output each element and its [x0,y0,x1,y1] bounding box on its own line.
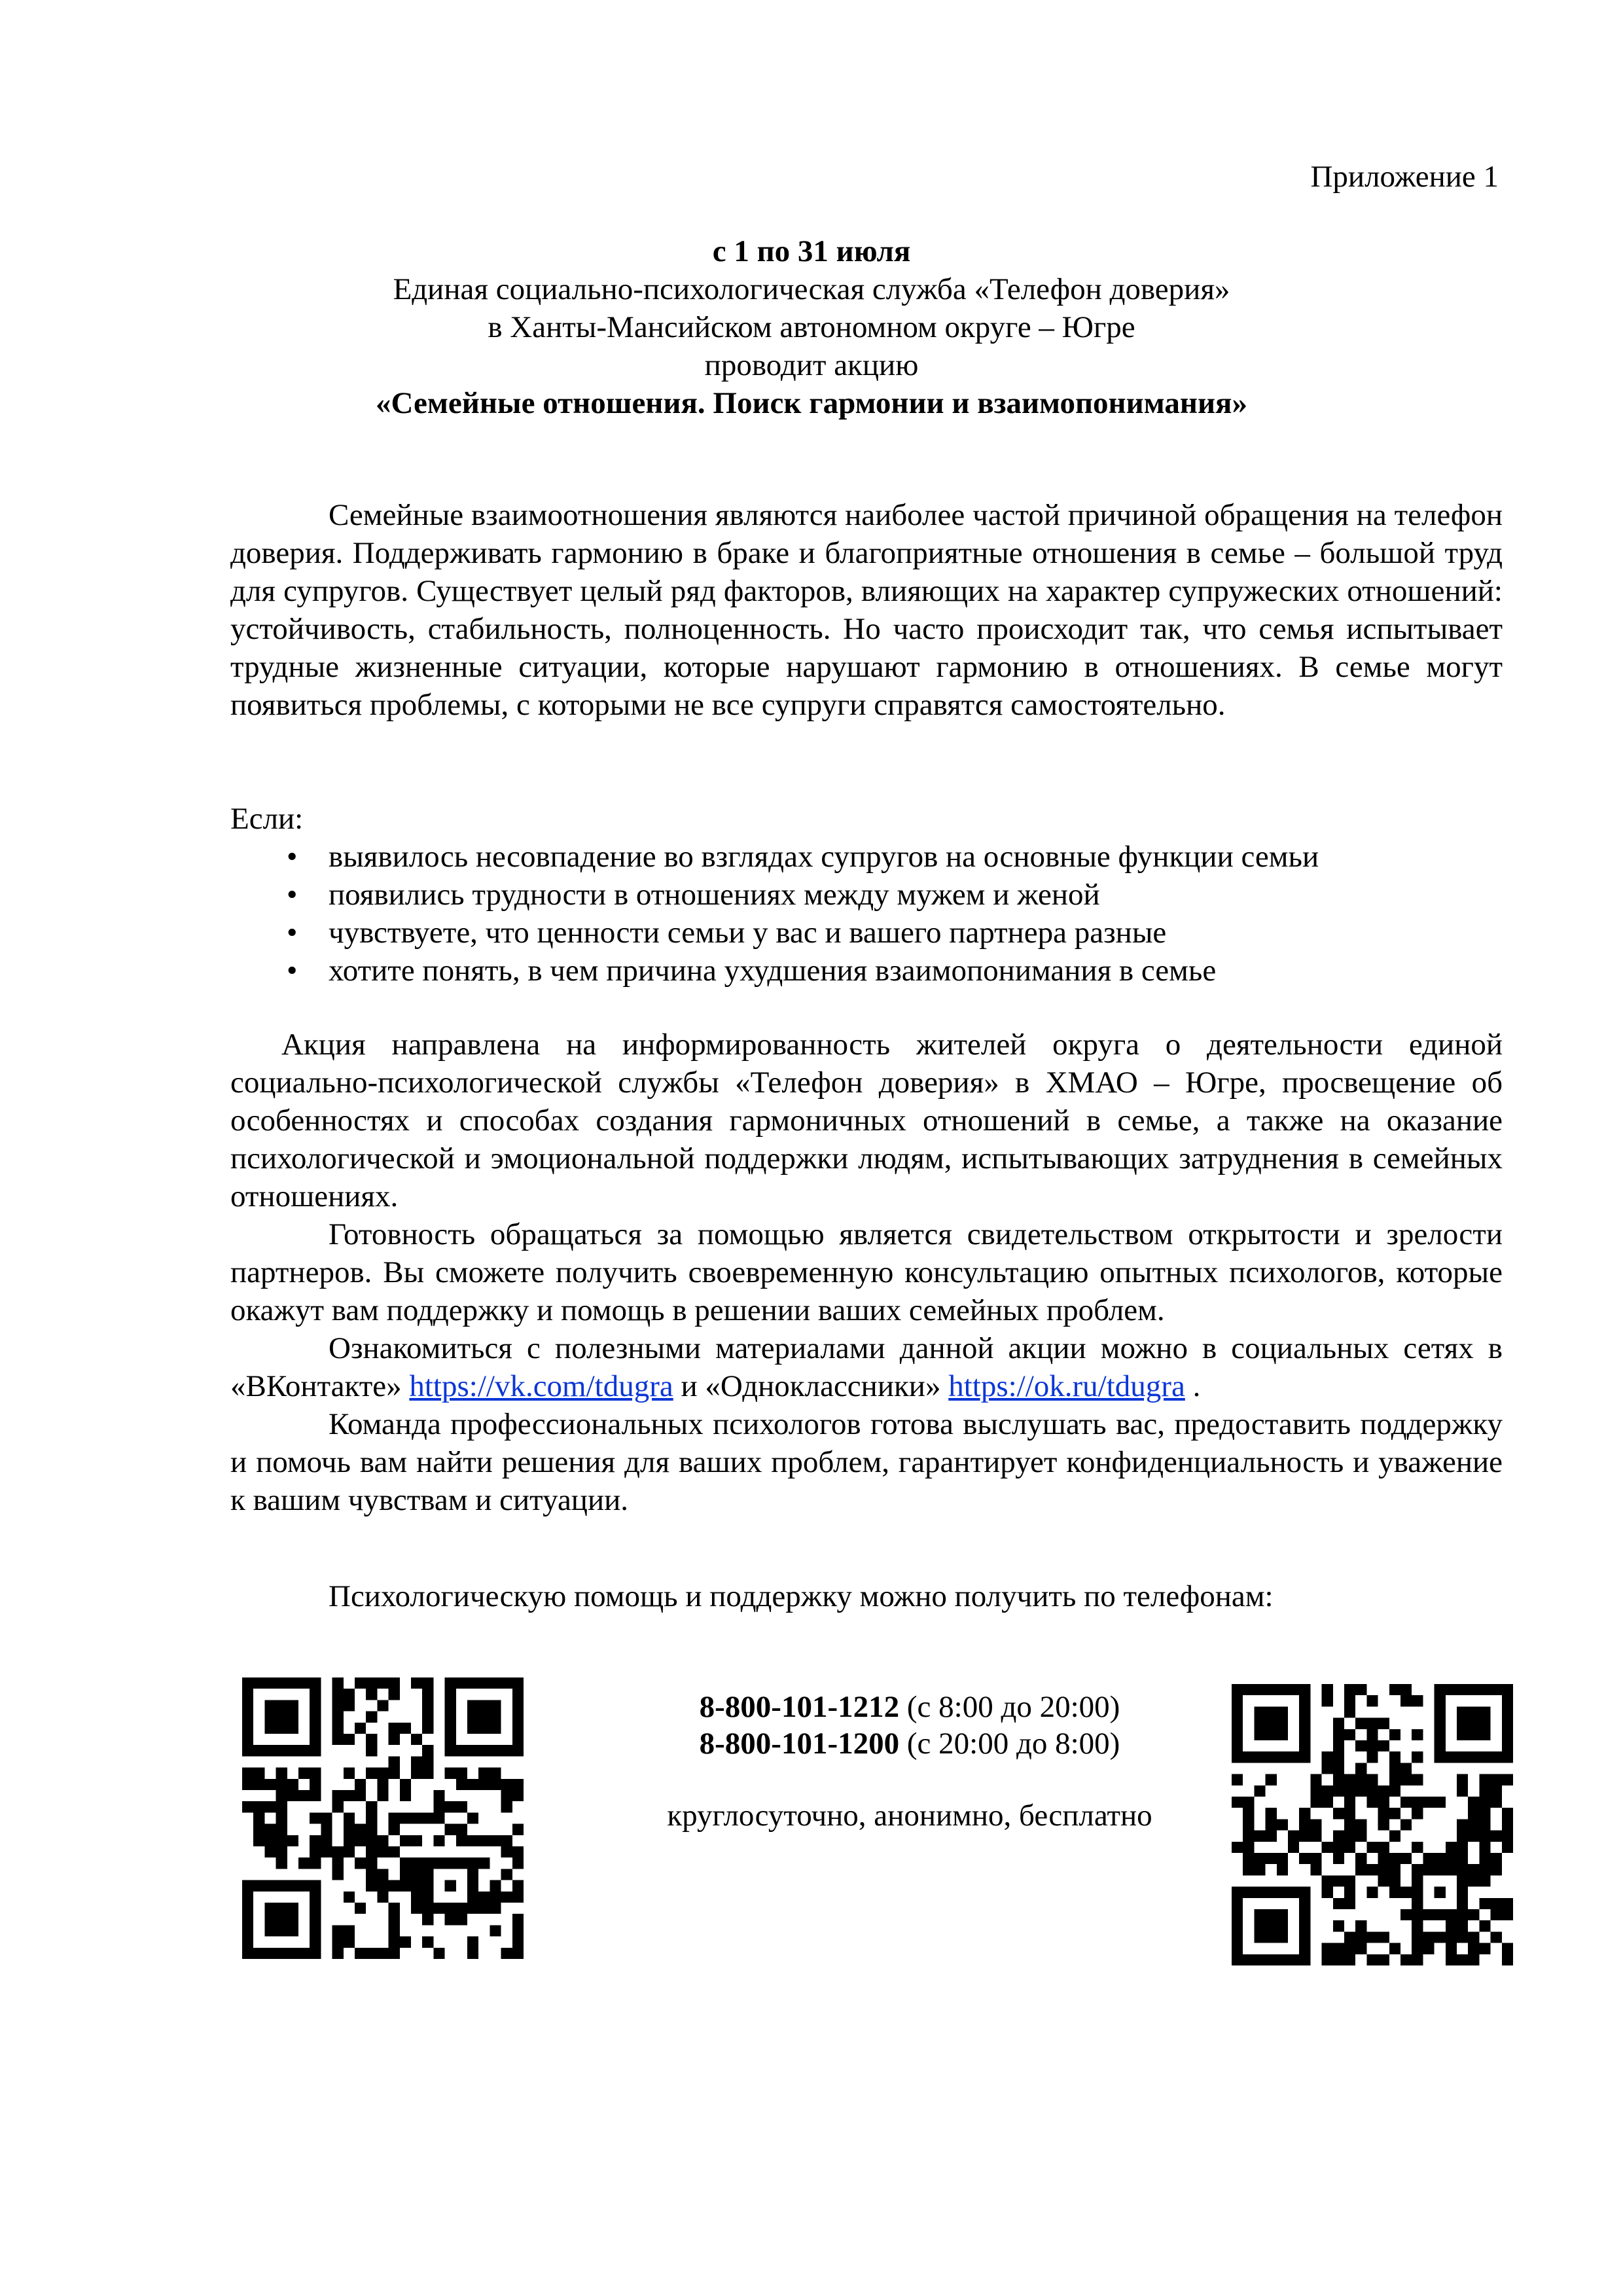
qr-code-vk-graphic [242,1677,524,1959]
heading-dates: с 1 по 31 июля [712,234,911,268]
bullet-list [230,838,1503,990]
phone-hours-day: (с 8:00 до 20:00) [899,1690,1120,1724]
intro-paragraph: Семейные взаимоотношения являются наиболее частой причиной обращения на телефон доверия. Поддерживать гармонию в браке и благоприятные отношения в семье – большой труд для супругов. Существует целый ряд факторов, влияющих на характер супружеских отношений: устойчивость, стабильность, полноценность. Но часто происходит так, что семья испытывает трудные жизненные ситуации, которые нарушают гармонию в отношениях. В семье могут появиться проблемы, с которыми не все супруги справятся самостоятельно. [230,498,1503,722]
bullet-text: появились трудности в отношениях между мужем и женой [329,878,1100,912]
links-text-after: . [1185,1369,1201,1403]
list-item [230,876,1503,914]
list-item [230,914,1503,952]
links-paragraph [230,1329,1503,1405]
appendix-label: Приложение 1 [1310,160,1499,194]
qr-code-ok-graphic [1232,1684,1513,1965]
phone-numbers [615,1689,1204,1762]
readiness-paragraph: Готовность обращаться за помощью является свидетельством открытости и зрелости партнеров. Вы сможете получить своевременную консультацию опытных психологов, которые окажут вам поддержку и помощь в решении ваших семейных проблем. [230,1217,1503,1327]
ok-link[interactable]: https://ok.ru/tdugra [948,1369,1185,1403]
qr-code-ok[interactable] [1232,1684,1513,1965]
phones-intro-section [230,1577,1503,1615]
bullet-mark: • [287,878,298,912]
if-section [230,800,1503,990]
phone-hours-night: (с 20:00 до 8:00) [899,1727,1120,1761]
bullet-text: чувствуете, что ценности семьи у вас и вашего партнера разные [329,916,1167,950]
vk-link[interactable]: https://vk.com/tdugra [409,1369,673,1403]
phone-line-day [615,1689,1204,1725]
team-paragraph: Команда профессиональных психологов готова выслушать вас, предоставить поддержку и помочь вам найти решения для ваших проблем, гарантирует конфиденциальность и уважение к вашим чувствам и ситуации. [230,1407,1503,1517]
bullet-mark: • [287,916,298,950]
heading-line-3: проводит акцию [704,348,919,382]
phone-number-night[interactable]: 8-800-101-1200 [699,1727,900,1761]
document-heading [0,232,1623,422]
bullet-mark: • [287,840,298,874]
links-text-middle: и «Одноклассники» [673,1369,949,1403]
list-item [230,838,1503,876]
heading-title: «Семейные отношения. Поиск гармонии и взаимопонимания» [376,386,1247,420]
intro-section [230,496,1503,724]
phones-intro: Психологическую помощь и поддержку можно получить по телефонам: [329,1579,1274,1613]
qr-code-vk[interactable] [242,1677,524,1959]
list-item [230,952,1503,990]
heading-line-1: Единая социально-психологическая служба «Телефон доверия» [393,272,1230,306]
if-label: Если: [230,802,304,836]
bullet-mark: • [287,954,298,988]
service-tagline: круглосуточно, анонимно, бесплатно [667,1799,1152,1833]
bullet-text: выявилось несовпадение во взглядах супругов на основные функции семьи [329,840,1319,874]
links-text-before: Ознакомиться с полезными материалами данной акции можно в социальных сетях в «ВКонтакте» [230,1331,1503,1403]
phone-number-day[interactable]: 8-800-101-1212 [699,1690,900,1724]
phone-line-night [615,1725,1204,1762]
main-section [230,1026,1503,1519]
action-paragraph: Акция направлена на информированность жителей округа о деятельности единой социально-психологической службы «Телефон доверия» в ХМАО – Югре, просвещение об особенностях и способах создания гармоничных отношений в семье, а также на оказание психологической и эмоциональной поддержки людям, испытывающих затруднения в семейных отношениях. [230,1028,1503,1213]
heading-line-2: в Ханты-Мансийском автономном округе – Югре [488,310,1135,344]
bullet-text: хотите понять, в чем причина ухудшения взаимопонимания в семье [329,954,1217,988]
